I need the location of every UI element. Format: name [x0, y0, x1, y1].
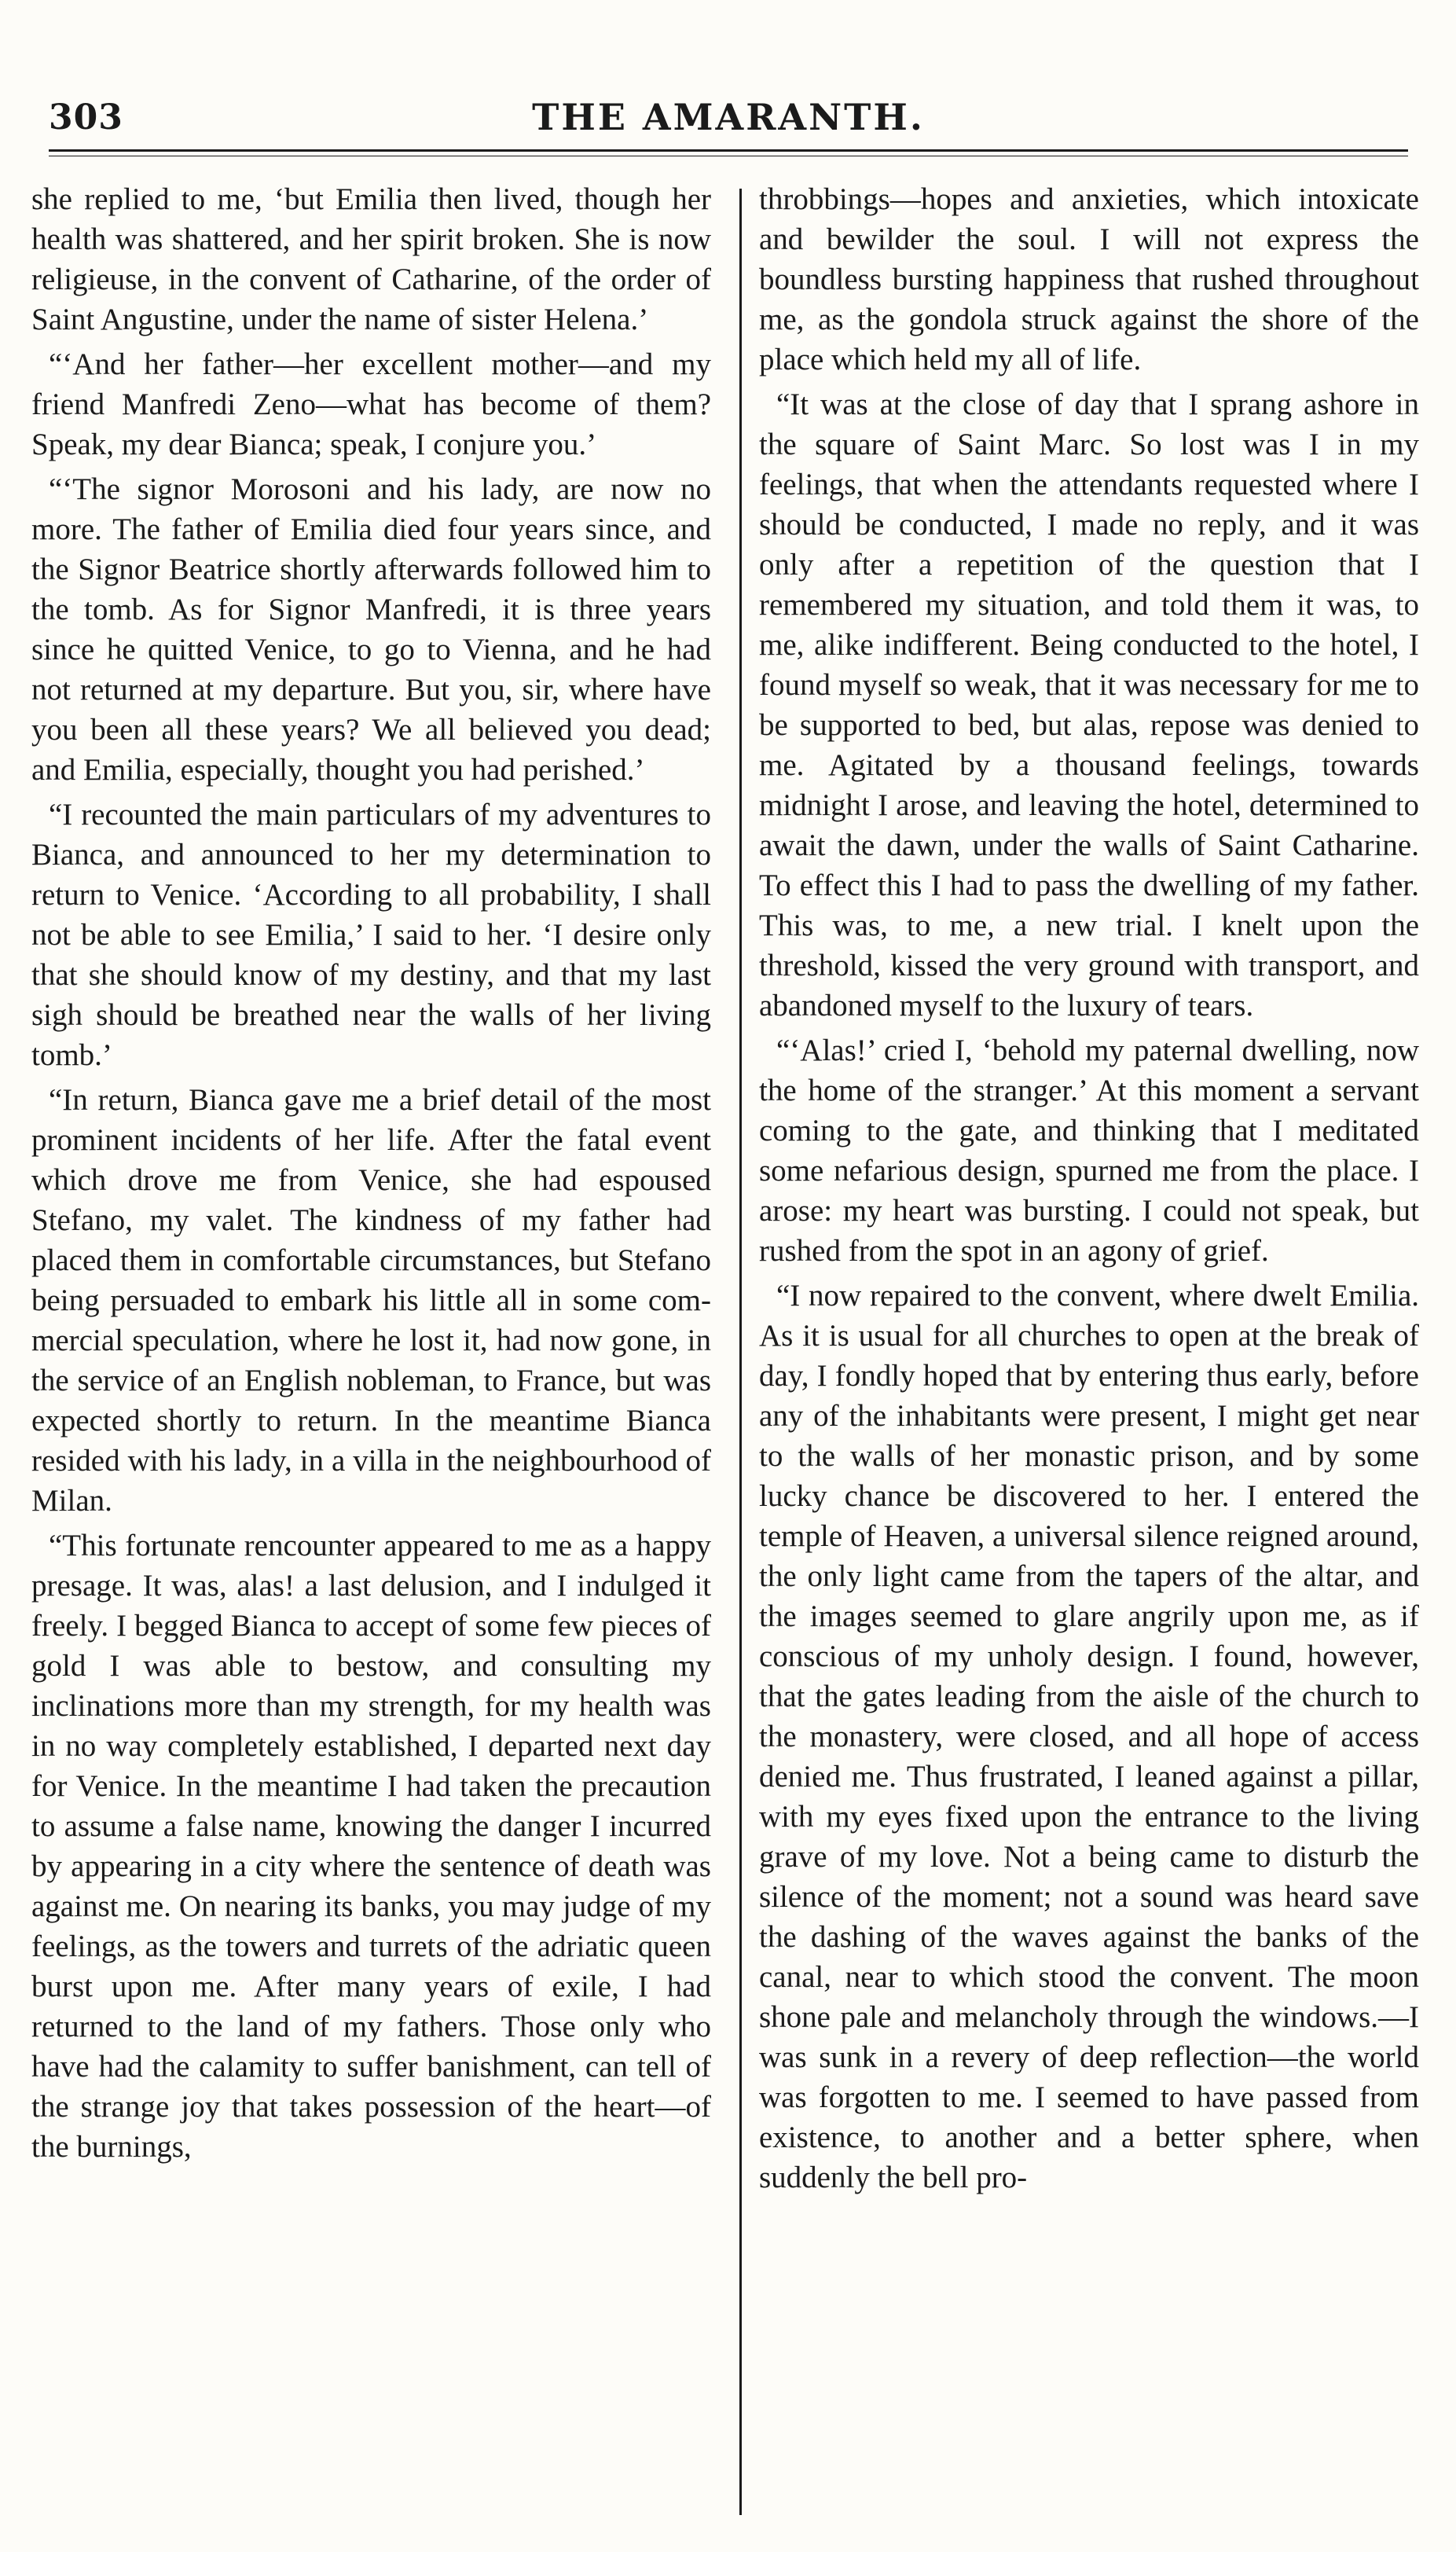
paragraph: “‘The signor Morosoni and his lady, are now no more. The father of Emilia died four years since, and the Signor Beatrice shortly afterwards followed him to the tomb. As for Signor Manfredi, it is three years since he quitted Venice, to go to Vienna, and he had not returned at my departure. But you, sir, where have you been all these years? We all believed you dead; and Emilia, especially, thought you had perished.’ — [31, 472, 711, 787]
paragraph: she replied to me, ‘but Emilia then lived, though her health was shattered, and her spirit broken. She is now religieuse, in the convent of Catharine, of the order of Saint Angustine, under the name of sister Helena.’ — [31, 182, 711, 336]
paragraph: “I now repaired to the convent, where dwelt Emilia. As it is usual for all churches to open at the break of day, I fondly hoped that by entering thus early, before any of the inhabitants were present, I might get near to the walls of her monastic prison, and by some lucky chance be discovered to her. I entered the temple of Heaven, a universal silence reigned around, the only light came from the tapers of the altar, and the images seemed to glare angrily upon me, as if conscious of my unholy design. I found, however, that the gates leading from the aisle of the church to the monastery, were closed, and all hope of access denied me. Thus frustrated, I leaned against a pillar, with my eyes fixed upon the entrance to the living grave of my love. Not a being came to disturb the silence of the moment; not a sound was heard save the dashing of the waves against the banks of the canal, near to which stood the convent. The moon shone pale and melancholy through the windows.—I was sunk in a revery of deep reflection—the world was forgotten to me. I seemed to have passed from existence, to another and a better sphere, when suddenly the bell pro- — [759, 1279, 1419, 2194]
left-column — [31, 179, 711, 2521]
paragraph: throbbings—hopes and anxieties, which intoxicate and bewilder the soul. I will not express the boundless bursting happiness that rushed throughout me, as the gondola struck against the shore of the place which held my all of life. — [759, 182, 1419, 376]
column-divider — [739, 189, 742, 2515]
page-header — [49, 93, 1408, 163]
paragraph: “In return, Bianca gave me a brief detail of the most prominent incidents of her life. After the fatal event which drove me from Venice, she had espoused Stefano, my valet. The kindness of my father had placed them in comfortable circumstances, but Stefano being persuaded to embark his little all in some commercial speculation, where he lost it, had now gone, in the service of an English nobleman, to France, but was expected shortly to return. In the meantime Bianca resided with his lady, in a villa in the neighbourhood of Milan. — [31, 1083, 711, 1518]
paragraph: “This fortunate rencounter appeared to me as a happy presage. It was, alas! a last delusion, and I indulged it freely. I begged Bianca to accept of some few pieces of gold I was able to bestow, and consulting my inclinations more than my strength, for my health was in no way completely established, I departed next day for Venice. In the meantime I had taken the precaution to assume a false name, knowing the danger I incurred by appearing in a city where the sentence of death was against me. On nearing its banks, you may judge of my feelings, as the towers and turrets of the adriatic queen burst upon me. After many years of exile, I had returned to the land of my fathers. Those only who have had the calamity to suffer banishment, can tell of the strange joy that takes possession of the heart—of the burnings, — [31, 1529, 711, 2164]
paragraph: “‘Alas!’ cried I, ‘behold my paternal dwelling, now the home of the stranger.’ At this moment a servant coming to the gate, and thinking that I meditated some nefarious design, spurned me from the place. I arose: my heart was bursting. I could not speak, but rushed from the spot in an agony of grief. — [759, 1034, 1419, 1268]
running-title: THE AMARANTH. — [532, 96, 925, 138]
paragraph: “‘And her father—her excellent mother—and my friend Manfredi Zeno—what has become of them? Speak, my dear Bianca; speak, I conjure you.’ — [31, 347, 711, 461]
right-column — [759, 179, 1419, 2521]
header-rule — [49, 149, 1408, 152]
paragraph: “It was at the close of day that I sprang ashore in the square of Saint Marc. So lost was I in my feelings, that when the attendants requested where I should be conducted, I made no reply, and it was only after a repetition of the question that I remembered my situation, and told them it was, to me, alike indifferent. Being conducted to the hotel, I found myself so weak, that it was necessary for me to be supported to bed, but alas, repose was denied to me. Agitated by a thousand feelings, towards midnight I arose, and leaving the hotel, determined to await the dawn, under the walls of Saint Catharine. To effect this I had to pass the dwelling of my father. This was, to me, a new trial. I knelt upon the threshold, kissed the very ground with transport, and abandoned myself to the luxury of tears. — [759, 387, 1419, 1023]
page-number: 303 — [49, 97, 123, 138]
paragraph: “I recounted the main particulars of my adventures to Bianca, and announced to her my determination to return to Venice. ‘According to all probability, I shall not be able to see Emilia,’ I said to her. ‘I desire only that she should know of my destiny, and that my last sigh should be breathed near the walls of her living tomb.’ — [31, 798, 711, 1072]
